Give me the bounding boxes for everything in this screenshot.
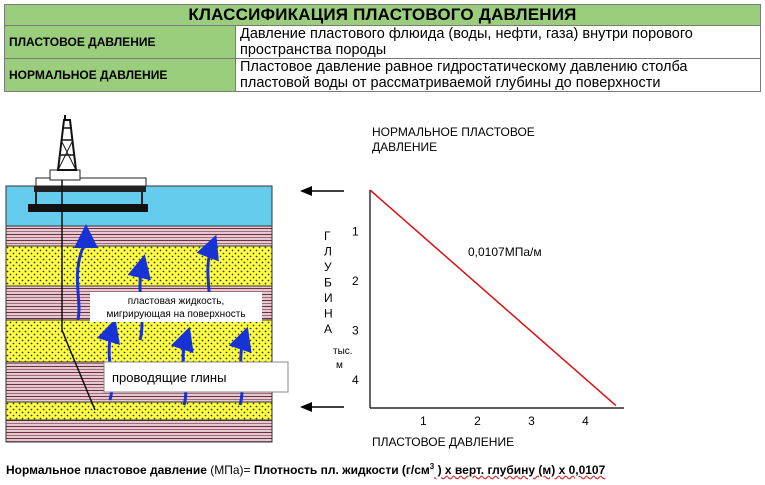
- gradient-annotation: 0,0107МПа/м: [468, 245, 542, 259]
- y-axis-unit-line1: тыс.: [333, 346, 353, 357]
- x-tick-label: 3: [528, 414, 535, 428]
- y-tick-label: 3: [352, 323, 359, 338]
- y-axis-unit-line2: м: [336, 360, 343, 371]
- definition-reservoir-pressure: Давление пластового флюида (воды, нефти, газа) внутри порового пространства породы: [236, 26, 761, 59]
- y-axis-label-letter: Н: [324, 306, 333, 321]
- y-tick-label: 2: [352, 274, 359, 289]
- formula-sup: 3: [429, 462, 435, 471]
- y-axis-label: [324, 229, 333, 336]
- y-axis-label-letter: У: [324, 260, 332, 274]
- level-arrows: [300, 186, 344, 412]
- clay-label: проводящие глины: [112, 370, 227, 385]
- y-tick-label: 1: [352, 224, 359, 239]
- normal-pressure-line: [370, 190, 616, 406]
- y-tick-labels: [352, 225, 359, 388]
- cross-section: [6, 115, 288, 442]
- y-axis-label-letter: А: [324, 322, 333, 336]
- formula-unit: (МПа)=: [210, 463, 254, 477]
- chart-title-line1: НОРМАЛЬНОЕ ПЛАСТОВОЕ: [372, 125, 535, 139]
- x-axis-label: ПЛАСТОВОЕ ДАВЛЕНИЕ: [372, 435, 515, 449]
- x-tick-label: 4: [582, 414, 589, 428]
- sand-layer: [6, 320, 272, 362]
- x-tick-label: 1: [420, 414, 427, 428]
- sand-layer: [6, 402, 272, 420]
- formula-part3: Плотность пл. жидкости (г/см: [253, 463, 430, 477]
- clay-layer: [6, 420, 272, 442]
- chart-title-line2: ДАВЛЕНИЕ: [372, 140, 438, 154]
- clay-layer: [6, 226, 272, 246]
- pressure-depth-chart: [324, 125, 624, 449]
- y-axis-label-letter: Г: [324, 229, 331, 243]
- x-tick-label: 2: [474, 414, 481, 428]
- formula: [6, 462, 605, 477]
- fluid-label-line1: пластовая жидкость,: [127, 296, 225, 307]
- table-title: КЛАССИФИКАЦИЯ ПЛАСТОВОГО ДАВЛЕНИЯ: [5, 5, 761, 26]
- y-tick-label: 4: [352, 373, 359, 388]
- formula-part4: ) х верт. глубину (м) х 0,0107: [434, 463, 606, 477]
- y-axis-label-letter: Б: [324, 275, 332, 290]
- y-axis-label-letter: И: [324, 291, 333, 305]
- term-normal-pressure: НОРМАЛЬНОЕ ДАВЛЕНИЕ: [5, 59, 236, 92]
- fluid-label-line2: мигрирующая на поверхность: [106, 309, 246, 320]
- definition-normal-pressure: Пластовое давление равное гидростатическому давлению столба пластовой воды от рассматриваемой глубины до поверхности: [236, 59, 761, 92]
- formula-part1: Нормальное пластовое давление: [6, 463, 211, 477]
- y-axis-label-letter: Л: [324, 244, 332, 259]
- term-reservoir-pressure: ПЛАСТОВОЕ ДАВЛЕНИЕ: [5, 26, 236, 59]
- x-tick-labels: [420, 414, 589, 428]
